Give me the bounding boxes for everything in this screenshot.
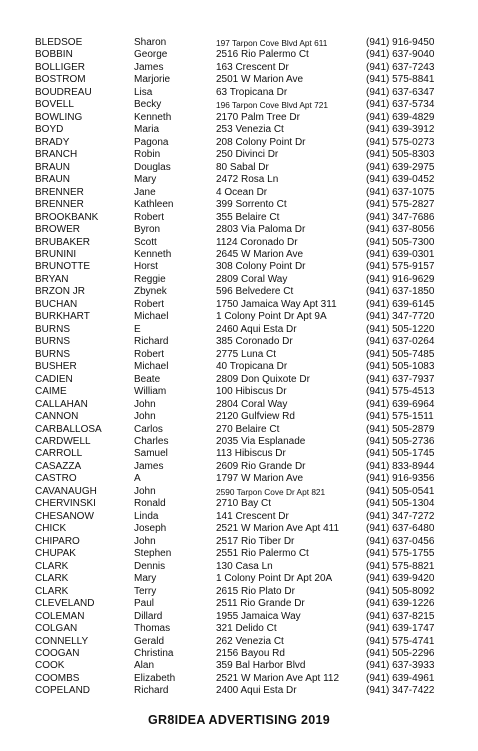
first-name: Mary (134, 174, 157, 186)
last-name: BOWLING (35, 111, 83, 123)
phone-number: (941) 505-1304 (366, 498, 435, 510)
phone-number: (941) 505-0541 (366, 485, 435, 497)
first-name: Maria (134, 124, 160, 136)
first-name: Dillard (134, 610, 163, 622)
first-name: Robin (134, 149, 161, 161)
last-name: CLARK (35, 573, 69, 585)
last-name: CALLAHAN (35, 398, 88, 410)
listing-row (35, 112, 467, 124)
last-name: COOMBS (35, 672, 80, 684)
listing-row (35, 598, 467, 610)
phone-number: (941) 637-0456 (366, 535, 435, 547)
first-name: Michael (134, 311, 169, 323)
street-address: 196 Tarpon Cove Blvd Apt 721 (216, 100, 328, 111)
listing-row (35, 660, 467, 672)
first-name: Horst (134, 261, 158, 273)
listing-row (35, 648, 467, 660)
listing-row (35, 224, 467, 236)
street-address: 2516 Rio Palermo Ct (216, 49, 309, 61)
phone-number: (941) 637-6480 (366, 523, 435, 535)
phone-number: (941) 505-8303 (366, 149, 435, 161)
street-address: 2551 Rio Palermo Ct (216, 548, 309, 560)
last-name: CLEVELAND (35, 598, 95, 610)
street-address: 1955 Jamaica Way (216, 610, 301, 622)
street-address: 130 Casa Ln (216, 560, 273, 572)
listing-row (35, 685, 467, 697)
street-address: 321 Delido Ct (216, 623, 277, 635)
phone-number: (941) 639-6145 (366, 298, 435, 310)
phone-number: (941) 637-1075 (366, 186, 435, 198)
last-name: BUCHAN (35, 298, 78, 310)
listing-row (35, 187, 467, 199)
street-address: 1 Colony Point Dr Apt 9A (216, 311, 327, 323)
listing-row (35, 124, 467, 136)
street-address: 270 Belaire Ct (216, 423, 280, 435)
listing-row (35, 311, 467, 323)
last-name: BRADY (35, 136, 70, 148)
phone-number: (941) 505-1083 (366, 361, 435, 373)
last-name: CHICK (35, 523, 67, 535)
street-address: 2809 Don Quixote Dr (216, 373, 310, 385)
listing-row (35, 573, 467, 585)
phone-number: (941) 575-9157 (366, 261, 435, 273)
phone-number: (941) 575-1511 (366, 411, 434, 423)
phone-number: (941) 575-1755 (366, 548, 435, 560)
phone-number: (941) 833-8944 (366, 460, 435, 472)
phone-number: (941) 637-9040 (366, 49, 435, 61)
phone-number: (941) 639-4961 (366, 672, 435, 684)
last-name: BRZON JR (35, 286, 85, 298)
listing-row (35, 299, 467, 311)
last-name: BOLLIGER (35, 61, 86, 73)
listing-row (35, 399, 467, 411)
phone-number: (941) 637-0264 (366, 336, 435, 348)
listing-row (35, 636, 467, 648)
first-name: Kenneth (134, 248, 172, 260)
first-name: George (134, 49, 168, 61)
phone-number: (941) 639-0301 (366, 248, 435, 260)
street-address: 2809 Coral Way (216, 273, 288, 285)
phone-number: (941) 916-9356 (366, 473, 435, 485)
last-name: BURKHART (35, 311, 90, 323)
listing-row (35, 374, 467, 386)
listing-row (35, 49, 467, 61)
street-address: 1 Colony Point Dr Apt 20A (216, 573, 333, 585)
phone-number: (941) 505-2736 (366, 436, 435, 447)
first-name: Dennis (134, 560, 166, 572)
listing-row (35, 586, 467, 598)
last-name: BUSHER (35, 361, 77, 373)
street-address: 399 Sorrento Ct (216, 199, 287, 211)
phone-number: (941) 347-7720 (366, 311, 435, 323)
last-name: BROOKBANK (35, 211, 99, 223)
street-address: 2521 W Marion Ave Apt 411 (216, 523, 340, 535)
phone-number: (941) 916-9629 (366, 273, 435, 285)
street-address: 2120 Gulfview Rd (216, 411, 295, 423)
last-name: CARBALLOSA (35, 423, 102, 435)
last-name: CARDWELL (35, 436, 91, 447)
phone-number: (941) 637-3933 (366, 660, 435, 672)
phone-number: (941) 637-7243 (366, 61, 435, 73)
listing-row (35, 486, 467, 498)
first-name: Becky (134, 99, 162, 111)
street-address: 2511 Rio Grande Dr (216, 598, 305, 610)
listing-row (35, 424, 467, 436)
footer-credit: GR8IDEA ADVERTISING 2019 (147, 713, 331, 727)
first-name: E (134, 323, 141, 335)
first-name: John (134, 485, 156, 497)
listing-row (35, 62, 467, 74)
first-name: Alan (134, 660, 155, 672)
phone-number: (941) 505-2879 (366, 423, 435, 435)
last-name: BRUNOTTE (35, 261, 90, 273)
first-name: Jane (134, 186, 156, 198)
street-address: 2170 Palm Tree Dr (216, 111, 300, 123)
listing-row (35, 162, 467, 174)
first-name: John (134, 398, 156, 410)
last-name: BRAUN (35, 174, 71, 186)
phone-number: (941) 575-8841 (366, 74, 435, 86)
street-address: 2615 Rio Plato Dr (216, 585, 295, 597)
listing-row (35, 149, 467, 161)
street-address: 80 Sabal Dr (216, 161, 269, 173)
listing-row (35, 74, 467, 86)
last-name: BRENNER (35, 199, 84, 211)
street-address: 2460 Aqui Esta Dr (216, 323, 297, 335)
listing-row (35, 274, 467, 286)
listing-row (35, 349, 467, 361)
listing-row (35, 386, 467, 398)
listing-row (35, 212, 467, 224)
phone-number: (941) 347-7422 (366, 685, 435, 697)
listing-row (35, 448, 467, 460)
listing-row (35, 249, 467, 261)
phone-number: (941) 639-2975 (366, 161, 435, 173)
phone-number: (941) 637-6347 (366, 86, 435, 98)
first-name: Robert (134, 348, 165, 360)
phone-number: (941) 637-8056 (366, 224, 435, 236)
first-name: James (134, 460, 164, 472)
listing-row (35, 99, 467, 111)
phone-number: (941) 637-5734 (366, 99, 435, 111)
first-name: Sharon (134, 37, 167, 48)
street-address: 163 Crescent Dr (216, 61, 289, 73)
listing-row (35, 623, 467, 635)
last-name: CAVANAUGH (35, 485, 97, 497)
first-name: Gerald (134, 635, 165, 647)
first-name: Lisa (134, 86, 153, 98)
street-address: 141 Crescent Dr (216, 510, 289, 522)
street-address: 100 Hibiscus Dr (216, 386, 287, 398)
street-address: 113 Hibiscus Dr (216, 448, 286, 460)
last-name: CLARK (35, 560, 69, 572)
last-name: BOBBIN (35, 49, 73, 61)
listing-row (35, 673, 467, 685)
first-name: Richard (134, 685, 169, 697)
first-name: Stephen (134, 548, 172, 560)
last-name: COPELAND (35, 685, 91, 697)
first-name: Linda (134, 510, 159, 522)
street-address: 2472 Rosa Ln (216, 174, 279, 186)
listing-row (35, 461, 467, 473)
phone-number: (941) 505-7485 (366, 348, 435, 360)
first-name: Charles (134, 436, 169, 447)
last-name: BURNS (35, 336, 71, 348)
first-name: Marjorie (134, 74, 171, 86)
first-name: Mary (134, 573, 157, 585)
first-name: Carlos (134, 423, 163, 435)
last-name: BRYAN (35, 273, 69, 285)
street-address: 253 Venezia Ct (216, 124, 284, 136)
phone-number: (941) 639-9420 (366, 573, 435, 585)
listing-row (35, 37, 467, 49)
last-name: COOGAN (35, 647, 80, 659)
street-address: 2156 Bayou Rd (216, 647, 285, 659)
first-name: William (134, 386, 167, 398)
last-name: COOK (35, 660, 65, 672)
street-address: 2775 Luna Ct (216, 348, 277, 360)
street-address: 2803 Via Paloma Dr (216, 224, 306, 236)
listing-row (35, 611, 467, 623)
last-name: BURNS (35, 348, 71, 360)
last-name: CHERVINSKI (35, 498, 96, 510)
last-name: CARROLL (35, 448, 83, 460)
phone-number: (941) 505-2296 (366, 647, 435, 659)
street-address: 385 Coronado Dr (216, 336, 293, 348)
street-address: 355 Belaire Ct (216, 211, 280, 223)
last-name: BROWER (35, 224, 80, 236)
first-name: Reggie (134, 273, 166, 285)
street-address: 2521 W Marion Ave Apt 112 (216, 672, 340, 684)
listing-row (35, 473, 467, 485)
last-name: CONNELLY (35, 635, 89, 647)
last-name: CLARK (35, 585, 69, 597)
first-name: Pagona (134, 136, 169, 148)
first-name: Kenneth (134, 111, 172, 123)
listing-row (35, 336, 467, 348)
last-name: COLEMAN (35, 610, 85, 622)
phone-number: (941) 505-1220 (366, 323, 435, 335)
phone-number: (941) 639-1747 (366, 623, 435, 635)
street-address: 2400 Aqui Esta Dr (216, 685, 297, 697)
listing-row (35, 199, 467, 211)
street-address: 2609 Rio Grande Dr (216, 460, 306, 472)
phone-number: (941) 347-7686 (366, 211, 435, 223)
listing-row (35, 174, 467, 186)
last-name: BOVELL (35, 99, 74, 111)
phone-number: (941) 575-4513 (366, 386, 435, 398)
last-name: CADIEN (35, 373, 73, 385)
directory-list (35, 37, 467, 698)
listing-row (35, 498, 467, 510)
street-address: 262 Venezia Ct (216, 635, 284, 647)
listing-row (35, 548, 467, 560)
listing-row (35, 436, 467, 448)
phone-number: (941) 575-0273 (366, 136, 435, 148)
street-address: 2710 Bay Ct (216, 498, 272, 510)
last-name: CASAZZA (35, 460, 82, 472)
last-name: CHESANOW (35, 510, 94, 522)
listing-row (35, 536, 467, 548)
last-name: BOYD (35, 124, 64, 136)
phone-number: (941) 639-0452 (366, 174, 435, 186)
listing-row (35, 511, 467, 523)
phone-number: (941) 575-4741 (366, 635, 435, 647)
first-name: Byron (134, 224, 161, 236)
phone-number: (941) 505-7300 (366, 236, 435, 248)
last-name: BRUNINI (35, 248, 77, 260)
phone-number: (941) 639-3912 (366, 124, 435, 136)
street-address: 250 Divinci Dr (216, 149, 279, 161)
first-name: Christina (134, 647, 174, 659)
listing-row (35, 561, 467, 573)
phone-number: (941) 505-1745 (366, 448, 435, 460)
first-name: Michael (134, 361, 169, 373)
street-address: 2501 W Marion Ave (216, 74, 304, 86)
street-address: 40 Tropicana Dr (216, 361, 288, 373)
listing-row (35, 261, 467, 273)
first-name: Kathleen (134, 199, 174, 211)
phone-number: (941) 505-8092 (366, 585, 435, 597)
phone-number: (941) 637-8215 (366, 610, 435, 622)
listing-row (35, 523, 467, 535)
first-name: Douglas (134, 161, 171, 173)
last-name: CAIME (35, 386, 67, 398)
listing-row (35, 411, 467, 423)
last-name: BRANCH (35, 149, 78, 161)
last-name: CHIPARO (35, 535, 80, 547)
listing-row (35, 87, 467, 99)
listing-row (35, 237, 467, 249)
last-name: BOUDREAU (35, 86, 92, 98)
street-address: 359 Bal Harbor Blvd (216, 660, 306, 672)
listing-row (35, 286, 467, 298)
phone-number: (941) 916-9450 (366, 37, 435, 48)
street-address: 1797 W Marion Ave (216, 473, 304, 485)
last-name: BOSTROM (35, 74, 86, 86)
street-address: 596 Belvedere Ct (216, 286, 294, 298)
first-name: Zbynek (134, 286, 167, 298)
last-name: CHUPAK (35, 548, 76, 560)
first-name: John (134, 411, 156, 423)
street-address: 308 Colony Point Dr (216, 261, 306, 273)
first-name: A (134, 473, 141, 485)
first-name: Robert (134, 298, 165, 310)
first-name: Elizabeth (134, 672, 176, 684)
first-name: Terry (134, 585, 157, 597)
first-name: James (134, 61, 164, 73)
last-name: BRENNER (35, 186, 84, 198)
first-name: Thomas (134, 623, 171, 635)
first-name: John (134, 535, 156, 547)
first-name: Ronald (134, 498, 166, 510)
street-address: 2645 W Marion Ave (216, 248, 304, 260)
phone-number: (941) 639-6964 (366, 398, 435, 410)
phone-number: (941) 575-8821 (366, 560, 435, 572)
first-name: Richard (134, 336, 169, 348)
phone-number: (941) 347-7272 (366, 510, 435, 522)
last-name: CANNON (35, 411, 79, 423)
first-name: Paul (134, 598, 155, 610)
last-name: BRUBAKER (35, 236, 91, 248)
street-address: 197 Tarpon Cove Blvd Apt 611 (216, 38, 328, 48)
phone-number: (941) 637-7937 (366, 373, 435, 385)
phone-number: (941) 639-1226 (366, 598, 435, 610)
street-address: 208 Colony Point Dr (216, 136, 306, 148)
phone-number: (941) 637-1850 (366, 286, 435, 298)
street-address: 2517 Rio Tiber Dr (216, 535, 295, 547)
last-name: BLEDSOE (35, 37, 83, 48)
first-name: Robert (134, 211, 165, 223)
listing-row (35, 324, 467, 336)
first-name: Joseph (134, 523, 167, 535)
street-address: 2804 Coral Way (216, 398, 288, 410)
last-name: BRAUN (35, 161, 71, 173)
last-name: BURNS (35, 323, 71, 335)
listing-row (35, 361, 467, 373)
street-address: 63 Tropicana Dr (216, 86, 288, 98)
street-address: 2035 Via Esplanade (216, 436, 306, 447)
phone-number: (941) 575-2827 (366, 199, 435, 211)
last-name: CASTRO (35, 473, 77, 485)
street-address: 4 Ocean Dr (216, 186, 268, 198)
first-name: Scott (134, 236, 157, 248)
street-address: 2590 Tarpon Cove Dr Apt 821 (216, 486, 326, 497)
first-name: Samuel (134, 448, 168, 460)
street-address: 1124 Coronado Dr (216, 236, 298, 248)
listing-row (35, 137, 467, 149)
street-address: 1750 Jamaica Way Apt 311 (216, 298, 337, 310)
last-name: COLGAN (35, 623, 78, 635)
phone-number: (941) 639-4829 (366, 111, 435, 123)
first-name: Beate (134, 373, 161, 385)
